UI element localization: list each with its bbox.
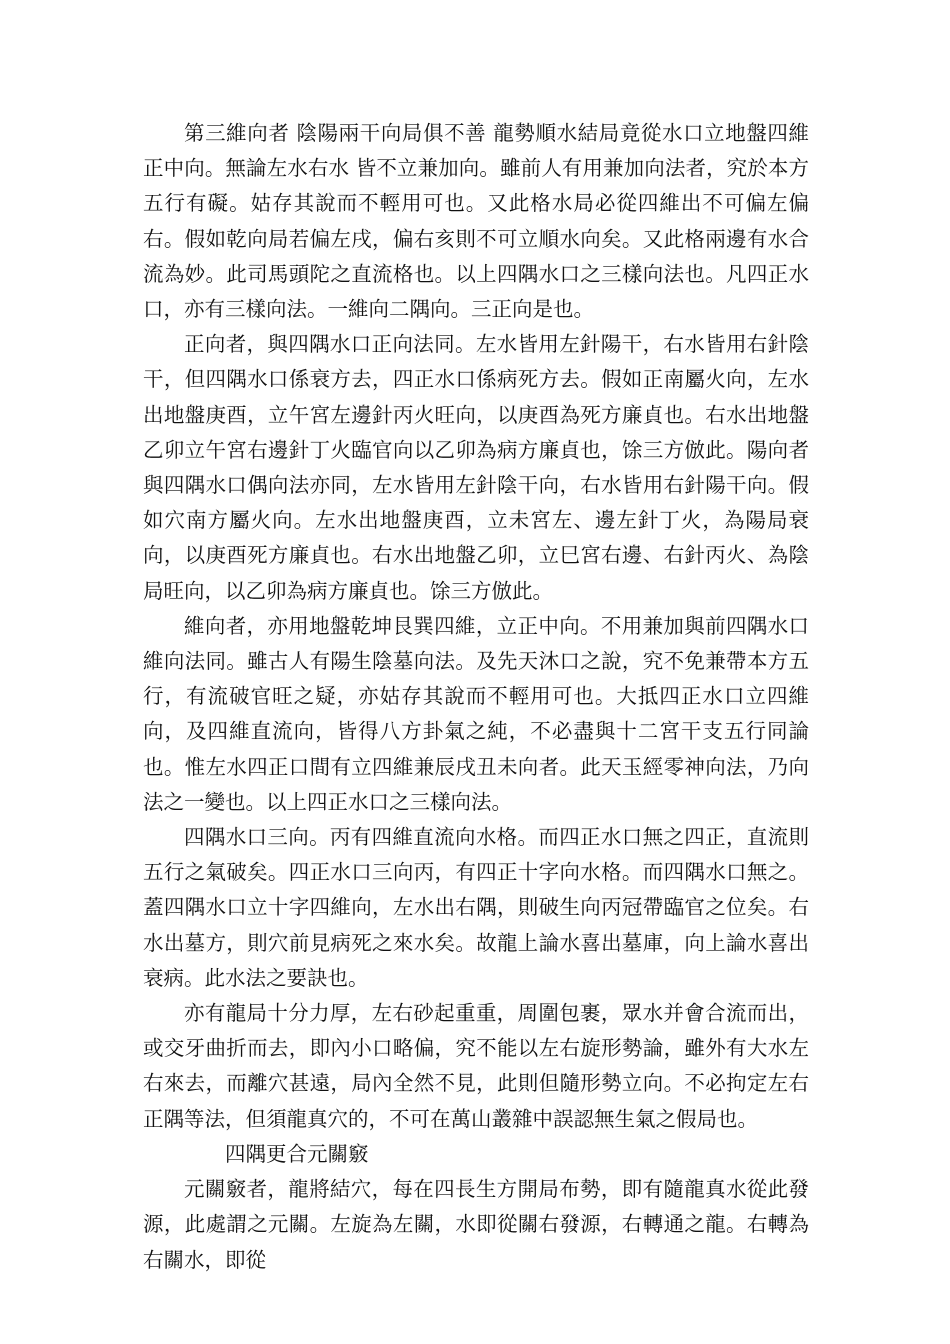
paragraph-yuan-guan: 元關竅者，龍將結穴，每在四長生方開局布勢，即有隨龍真水從此發源，此處謂之元關。左旋為左關，水即從關右發源，右轉通之龍。右轉為右關水，即從 bbox=[143, 1177, 809, 1272]
document-body bbox=[143, 116, 809, 1278]
paragraph-four-corners: 四隅水口三向。丙有四維直流向水格。而四正水口無之四正，直流則五行之氣破矣。四正水口三向丙，有四正十字向水格。而四隅水口無之。蓋四隅水口立十字四維向，左水出右隅，則破生向丙冠帶臨官之位矣。右水出墓方，則穴前見病死之來水矣。故龍上論水喜出墓庫，向上論水喜出衰病。此水法之要訣也。 bbox=[143, 825, 809, 990]
paragraph-wei-xiang-third: 第三維向者 陰陽兩干向局俱不善 龍勢順水結局竟從水口立地盤四維正中向。無論左水右水 皆不立兼加向。雖前人有用兼加向法者，究於本方五行有礙。姑存其說而不輕用可也。又此格水局必從四維出不可偏左偏右。假如乾向局若偏左戌，偏右亥則不可立順水向矣。又此格兩邊有水合流為妙。此司馬頭陀之直流格也。以上四隅水口之三樣向法也。凡四正水口，亦有三樣向法。一維向二隅向。三正向是也。 bbox=[143, 121, 809, 322]
paragraph-zheng-xiang: 正向者，與四隅水口正向法同。左水皆用左針陽干，右水皆用右針陰干，但四隅水口係衰方去，四正水口係病死方去。假如正南屬火向，左水出地盤庚酉，立午宮左邊針丙火旺向，以庚酉為死方廉貞也。右水出地盤乙卯立午宮右邊針丁火臨官向以乙卯為病方廉貞也，馀三方倣此。陽向者與四隅水口偶向法亦同，左水皆用左針陰干向，右水皆用右針陽干向。假如穴南方屬火向。左水出地盤庚酉，立未宮左、邊左針丁火，為陽局衰向，以庚酉死方廉貞也。右水出地盤乙卯，立巳宮右邊、右針丙火、為陰局旺向，以乙卯為病方廉貞也。馀三方倣此。 bbox=[143, 332, 809, 603]
paragraph-dragon-bureau: 亦有龍局十分力厚，左右砂起重重，周圍包裹，眾水并會合流而出，或交牙曲折而去，即內小口略偏，究不能以左右旋形勢論，雖外有大水左右來去，而離穴甚遠，局內全然不見，此則但隨形勢立向。不必拘定左右正隅等法，但須龍真穴的，不可在萬山叢雜中誤認無生氣之假局也。 bbox=[143, 1001, 809, 1131]
section-heading: 四隅更合元關竅 bbox=[225, 1141, 369, 1166]
paragraph-wei-xiang: 維向者，亦用地盤乾坤艮巽四維，立正中向。不用兼加與前四隅水口維向法同。雖古人有陽生陰墓向法。及先天沐口之說，究不免兼帶本方五行，有流破官旺之疑，亦姑存其說而不輕用可也。大抵四正水口立四維向，及四維直流向，皆得八方卦氣之純，不必盡與十二宮干支五行同論也。惟左水四正口間有立四維兼辰戌丑未向者。此天玉經零神向法，乃向法之一變也。以上四正水口之三樣向法。 bbox=[143, 613, 809, 814]
